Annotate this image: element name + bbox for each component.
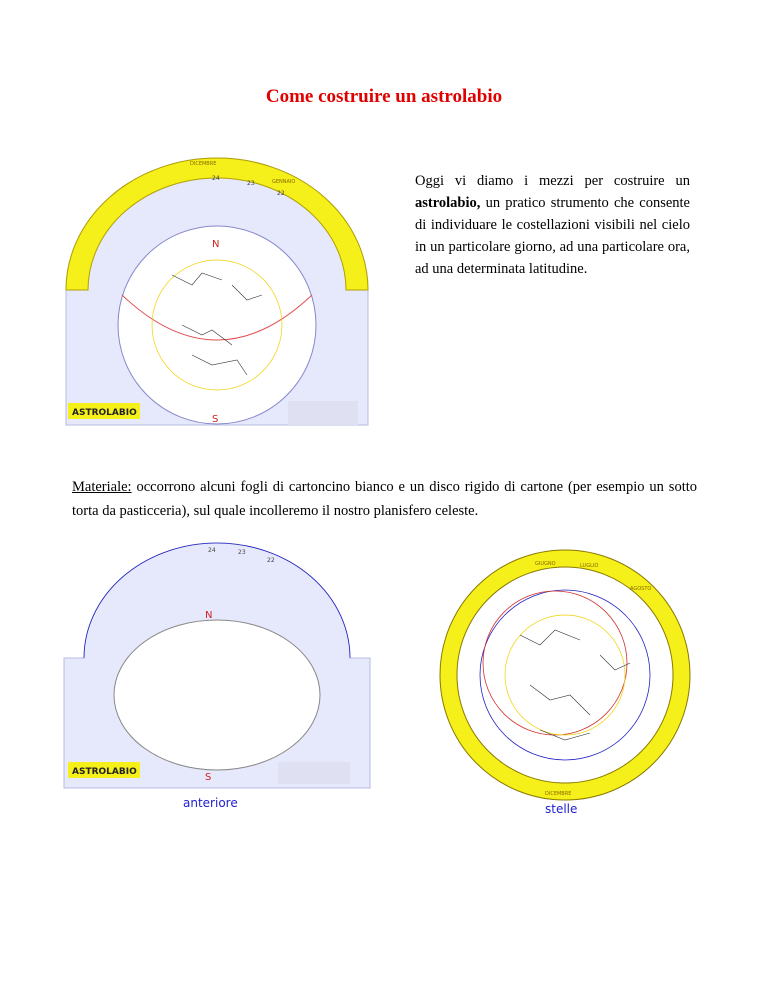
hour-label: 23 [247,180,255,187]
north-label: N [212,239,220,250]
caption-front: anteriore [183,796,238,810]
hour-label: 24 [212,175,220,182]
south-label: S [212,414,219,425]
star-disc-figure [430,545,700,805]
hour-label: 23 [238,549,246,556]
hour-label: 24 [208,547,216,554]
north-label: N [205,610,213,621]
astrolabe-label: ASTROLABIO [72,767,137,777]
front-plate-figure [62,540,372,800]
month-label: DICEMBRE [545,791,572,797]
month-label: AGOSTO [630,586,652,592]
hour-label: 22 [267,557,275,564]
caption-stars: stelle [545,802,578,816]
intro-paragraph: Oggi vi diamo i mezzi per costruire un astrolabio, un pratico strumento che consente di individuare le costellazioni visibili nel cielo in un particolare giorno, ad una particolare ora, ad una determinata latitudine. [415,173,690,277]
astrolabe-figure [62,155,372,430]
astrolabe-label: ASTROLABIO [72,408,137,418]
month-label: GIUGNO [535,561,556,567]
month-label: LUGLIO [580,563,599,569]
month-label: GENNAIO [272,179,296,185]
page-title: Come costruire un astrolabio [265,86,503,107]
south-label: S [205,772,212,783]
hour-label: 22 [277,190,285,197]
month-label: DICEMBRE [190,161,217,167]
material-paragraph: Materiale: occorrono alcuni fogli di cartoncino bianco e un disco rigido di cartone (per esempio un sotto torta da pasticceria), sul quale incolleremo il nostro planisfero celeste. [72,479,697,519]
